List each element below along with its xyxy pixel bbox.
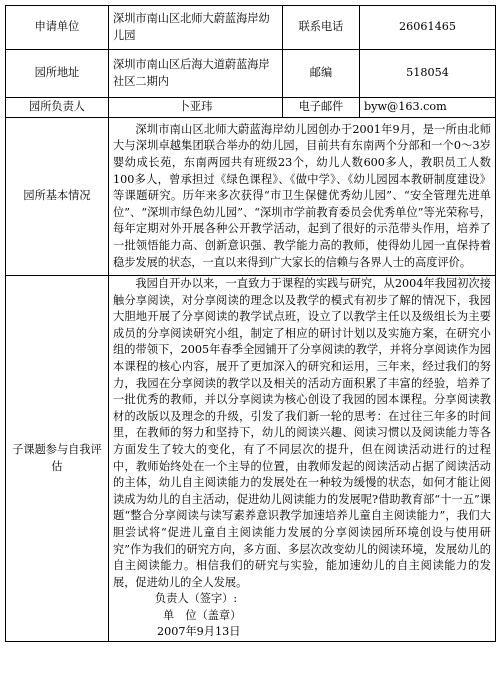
applicant-row bbox=[6, 6, 496, 50]
signature-date: 2007年9月13日 bbox=[157, 625, 241, 639]
overview-cell bbox=[109, 118, 496, 276]
signature-person: 负责人（签字）: bbox=[155, 592, 238, 606]
principal-row bbox=[6, 98, 496, 118]
principal-value: 卜亚玮 bbox=[109, 98, 283, 118]
phone-label: 联系电话 bbox=[283, 6, 360, 50]
participation-row bbox=[6, 276, 496, 642]
overview-text: 深圳市南山区北师大蔚蓝海岸幼儿园创办于2001年9月，是一所由北师大与深圳卓越集团联合举办的幼儿园，目前共有东南两个分部和一个0～3岁婴幼成长苑，东南两园共有班级23个，幼儿人数600多人，教职员工人数100多人，曾承担过《绿色课程》、《做中学》、《幼儿园园本教研制度建设》等课题研究。历年来多次获得“市卫生保健优秀幼儿园”、“安全管理先进单位”、“深圳市绿色幼儿园”、“深圳市学前教育委员会优秀单位”等光荣称号，每年定期对外开展各种公开教学活动，起到了很好的示范带头作用，培养了一批领悟能力高、创新意识强、教学能力高的教师，使得幼儿园一直保持着稳步发展的状态，一直以来得到广大家长的信赖与各界人士的高度评价。 bbox=[113, 122, 491, 269]
applicant-label: 申请单位 bbox=[6, 6, 109, 50]
signature-seal: 单 位（盖章） bbox=[163, 608, 242, 622]
participation-cell bbox=[109, 276, 496, 642]
email-label: 电子邮件 bbox=[283, 98, 360, 118]
address-label: 园所地址 bbox=[6, 50, 109, 98]
zip-value: 518054 bbox=[360, 50, 496, 98]
phone-value: 26061465 bbox=[360, 6, 496, 50]
signature-block bbox=[113, 591, 491, 641]
address-value: 深圳市南山区后海大道蔚蓝海岸社区二期内 bbox=[109, 50, 283, 98]
overview-label: 园所基本情况 bbox=[6, 118, 109, 276]
principal-label: 园所负责人 bbox=[6, 98, 109, 118]
participation-text: 我园自开办以来，一直致力于课程的实践与研究，从2004年我园初次接触分享阅读，对分享阅读的理念以及教学的模式有初步了解的情况下，我园大胆地开展了分享阅读的教学试点班，设立了以教学主任以及级组长为主要成员的分享阅读研究小组，制定了相应的研讨计划以及实施方案，在研究小组的带领下，2005年春季全园铺开了分享阅读的教学，并将分享阅读作为园本课程的核心内容，展开了更加深入的研究和运用，三年来，经过我们的努力，我园在分享阅读的教学以及相关的活动方面积累了丰富的经验，培养了一批优秀的教师，并以分享阅读为核心创设了我园的园本课程。分享阅读教材的改版以及理念的升级，引发了我们新一轮的思考：在过往三年多的时间里，在教师的努力和坚持下，幼儿的阅读兴趣、阅读习惯以及阅读能力等各方面发生了较大的变化，有了不同层次的提升，但在阅读活动进行的过程中，教师始终处在一个主导的位置，由教师发起的阅读活动占据了阅读活动的主体，幼儿自主阅读能力的发展处在一种较为缓慢的状态，如何才能让阅读成为幼儿的自主活动，促进幼儿阅读能力的发展呢?借助教育部“十一五”课题“整合分享阅读与读写素养意识教学加速培养儿童自主阅读能力”，我们大胆尝试将“促进儿童自主阅读能力发展的分享阅读园所环境创设与使用研究”作为我们的研究方向，多方面、多层次改变幼儿的阅读环境，发展幼儿的自主阅读能力。相信我们的研究与实验，能加速幼儿的自主阅读能力的发展，促进幼儿的全人发展。 bbox=[113, 277, 491, 589]
applicant-value: 深圳市南山区北师大蔚蓝海岸幼儿园 bbox=[109, 6, 283, 50]
overview-row bbox=[6, 118, 496, 276]
participation-label: 子课题参与自我评估 bbox=[6, 276, 109, 642]
email-value: byw@163.com bbox=[360, 98, 496, 118]
address-row bbox=[6, 50, 496, 98]
zip-label: 邮编 bbox=[283, 50, 360, 98]
application-form-table bbox=[5, 5, 496, 642]
